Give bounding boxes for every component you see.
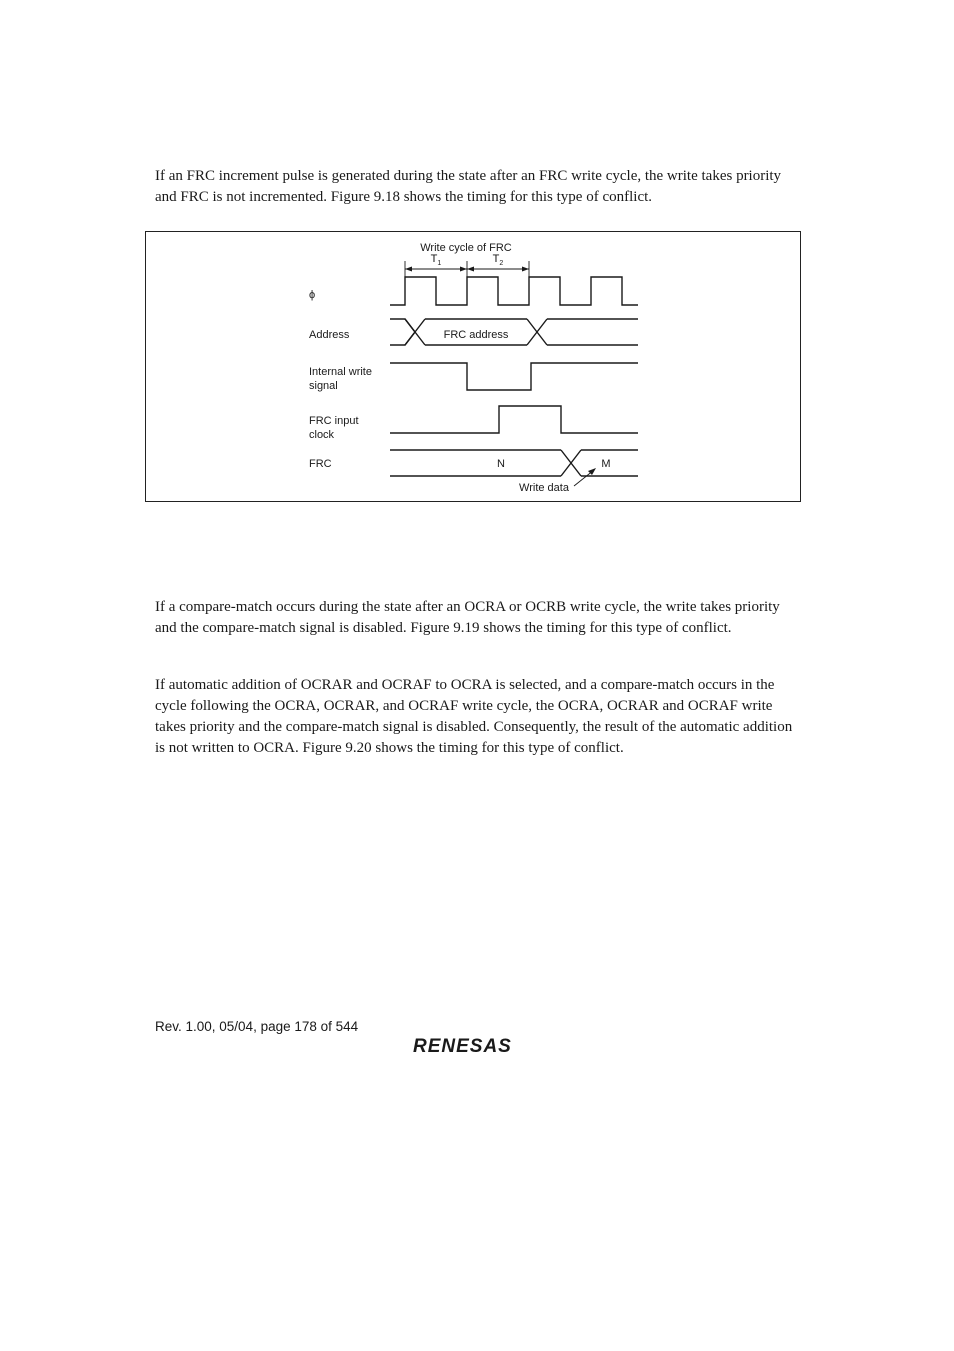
frc-label: FRC xyxy=(309,458,332,470)
svg-text:RENESAS: RENESAS xyxy=(413,1036,512,1056)
frc-input-label-2: clock xyxy=(309,429,335,441)
write-cycle-header: Write cycle of FRC xyxy=(420,242,512,254)
internal-write-label-2: signal xyxy=(309,380,338,392)
page-footer-revision: Rev. 1.00, 05/04, page 178 of 544 xyxy=(155,1019,359,1034)
address-waveform xyxy=(390,319,638,345)
renesas-logo xyxy=(413,1034,535,1056)
timing-diagram xyxy=(146,232,802,503)
paragraph-compare-match-conflict: If a compare-match occurs during the state after an OCRA or OCRB write cycle, the write takes priority and the compare-match signal is disabled. Figure 9.19 shows the timing for this type of conflict. xyxy=(155,599,780,636)
frc-address-value: FRC address xyxy=(443,329,509,341)
phi-label: ϕ xyxy=(309,289,316,301)
frc-value-n: N xyxy=(497,458,505,470)
paragraph-frc-conflict: If an FRC increment pulse is generated during the state after an FRC write cycle, the write takes priority and FRC is not incremented. Figure 9.18 shows the timing for this type of conflict. xyxy=(155,168,782,205)
t1-label: $T_1$ xyxy=(430,253,442,267)
phi-waveform xyxy=(390,277,638,305)
write-data-label: Write data xyxy=(519,482,569,494)
frc-input-clock-waveform xyxy=(390,406,638,433)
paragraph-automatic-addition-conflict: If automatic addition of OCRAR and OCRAF to OCRA is selected, and a compare-match occurs in the cycle following the OCRA, OCRAR, and OCRAF write cycle, the OCRA, OCRAR and OCRAF write takes priority and the compare-match signal is disabled. Consequently, the result of the automatic addition is not written to OCRA. Figure 9.20 shows the timing for this type of conflict. xyxy=(155,677,793,756)
cycle-dimension-arrows xyxy=(405,261,529,277)
internal-write-waveform xyxy=(390,363,638,390)
frc-input-label-1: FRC input xyxy=(309,415,359,427)
t2-label: $T_2$ xyxy=(492,253,504,267)
internal-write-label-1: Internal write xyxy=(309,366,372,378)
timing-diagram-figure xyxy=(145,231,801,502)
frc-value-m: M xyxy=(601,458,611,470)
address-label: Address xyxy=(309,329,350,341)
